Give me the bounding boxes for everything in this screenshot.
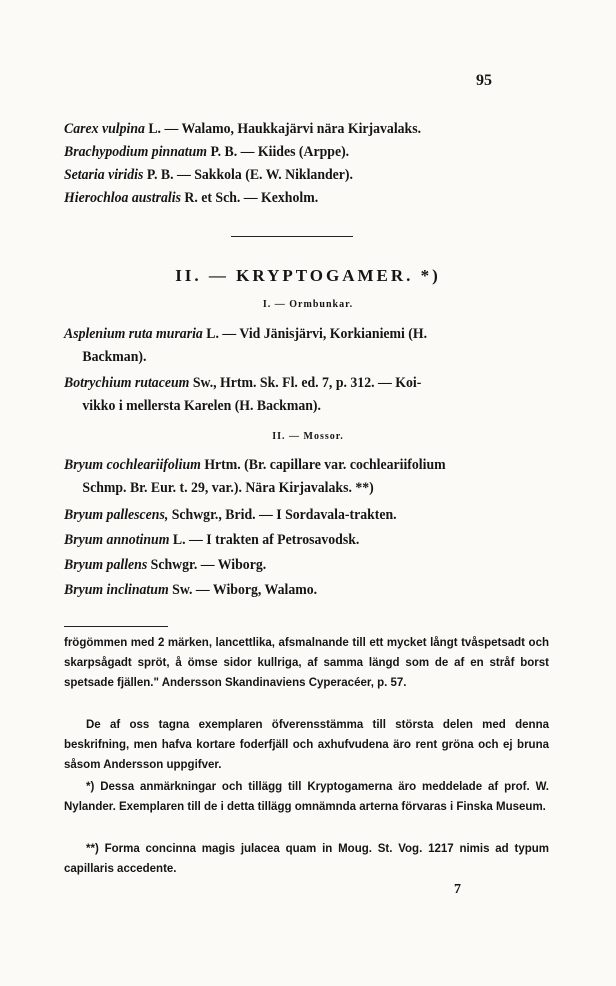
signature-mark: 7 bbox=[454, 882, 461, 897]
footnote-kryptogamer: *) Dessa anmärkningar och tillägg till Kryptogamerna äro meddelade af prof. W. Nylander. Exemplaren till de i detta tillägg omnämnda arterna förvaras i Finska Museum. bbox=[64, 781, 549, 813]
fern-entry-2: Botrychium rutaceum Sw., Hrtm. Sk. Fl. ed. 7, p. 312. — Koi- vikko i mellersta Karelen (H. Backman). bbox=[64, 375, 422, 414]
footnote-divider bbox=[64, 626, 168, 627]
subsection-ferns: I. — Ormbunkar. bbox=[262, 299, 354, 310]
moss-entry-3: Bryum annotinum L. — I trakten af Petrosavodsk. bbox=[64, 532, 360, 548]
footnote-remark: De af oss tagna exemplaren öfverensstämma till största delen med denna beskrifning, men hafva kortare foderfjäll och axhufvudena äro rent gröna och ej bruna såsom Andersson uppgifver. bbox=[64, 719, 549, 771]
section-title: II. — KRYPTOGAMER. *) bbox=[175, 266, 441, 285]
species-entry-4: Hierochloa australis R. et Sch. — Kexholm. bbox=[64, 190, 319, 206]
footnote-continuation: frögömmen med 2 märken, lancettlika, afsmalnande till ett mycket långt tvåspetsadt och skarpsågadt spröt, å ömse sidor kullriga, af samma längd som de af en stråf borst spetsade fjällen." Andersson Skandinaviens Cyperacéer, p. 57. bbox=[64, 637, 549, 689]
species-entry-3: Setaria viridis P. B. — Sakkola (E. W. Niklander). bbox=[64, 167, 353, 183]
moss-entry-5: Bryum inclinatum Sw. — Wiborg, Walamo. bbox=[64, 582, 318, 598]
subsection-mosses: II. — Mossor. bbox=[272, 431, 344, 442]
footnote-bryum: **) Forma concinna magis julacea quam in Moug. St. Vog. 1217 nimis ad typum capillaris accedente. bbox=[64, 843, 549, 875]
page-number: 95 bbox=[476, 72, 492, 89]
moss-entry-4: Bryum pallens Schwgr. — Wiborg. bbox=[64, 557, 267, 573]
species-entry-2: Brachypodium pinnatum P. B. — Kiides (Arppe). bbox=[64, 144, 350, 160]
moss-entry-2: Bryum pallescens, Schwgr., Brid. — I Sordavala-trakten. bbox=[64, 507, 397, 523]
moss-entry-1: Bryum cochleariifolium Hrtm. (Br. capillare var. cochleariifolium Schmp. Br. Eur. t. 29, var.). Nära Kirjavalaks. **) bbox=[64, 457, 446, 496]
section-divider bbox=[231, 236, 353, 237]
species-entry-1: Carex vulpina L. — Walamo, Haukkajärvi nära Kirjavalaks. bbox=[64, 121, 422, 137]
fern-entry-1: Asplenium ruta muraria L. — Vid Jänisjärvi, Korkianiemi (H. Backman). bbox=[64, 326, 428, 365]
